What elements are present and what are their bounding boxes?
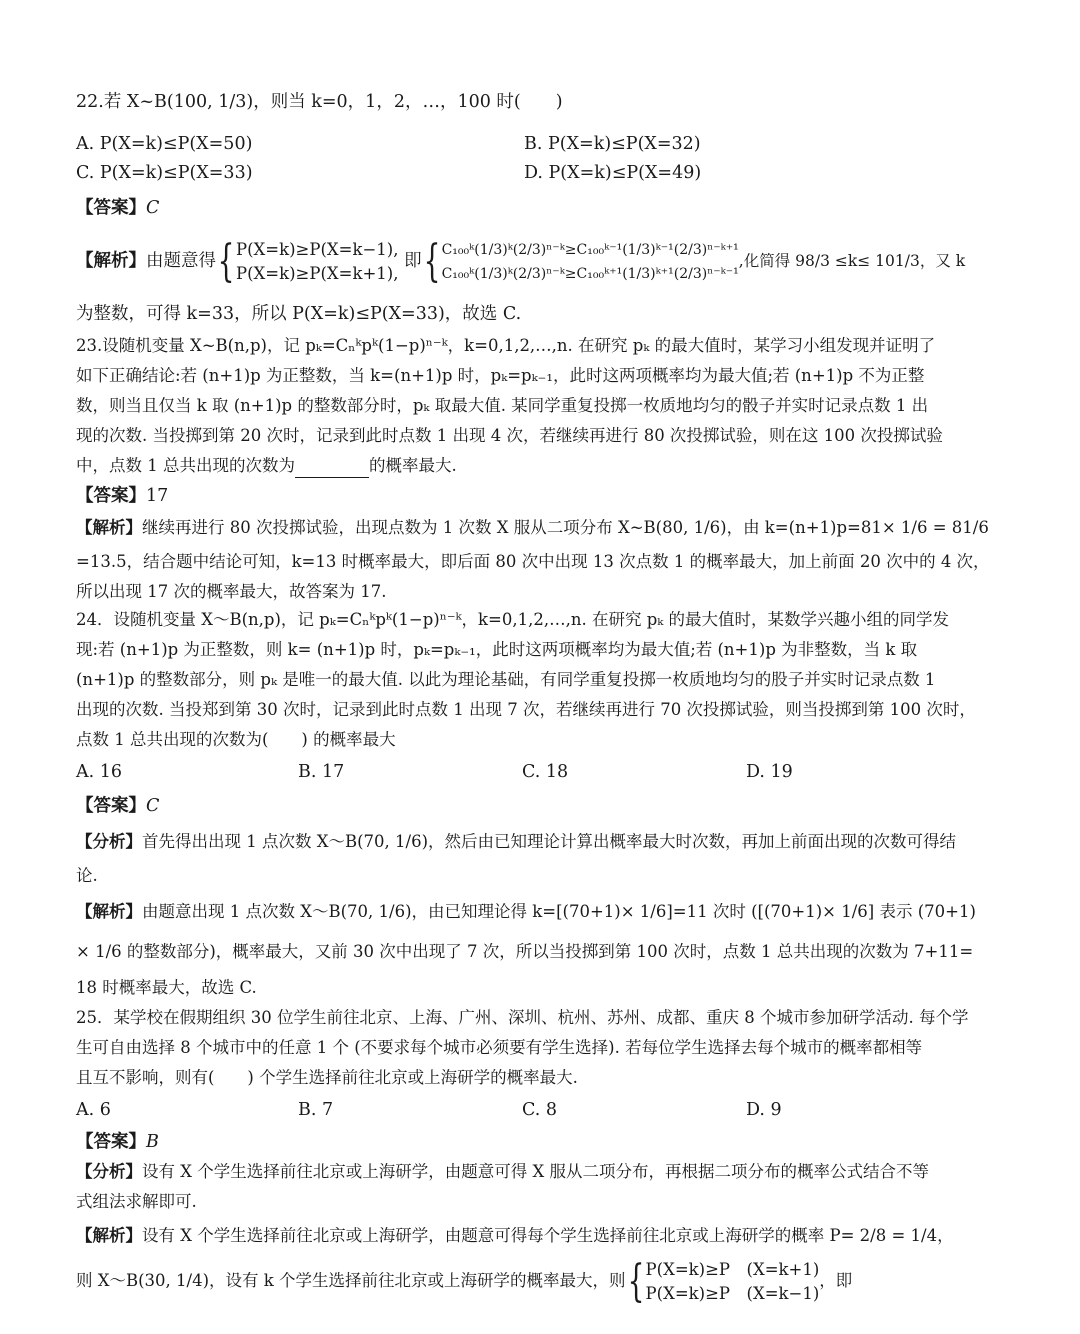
analysis-tag: 【分析】 [76,832,142,851]
q23-explanation-line-2: =13.5，结合题中结论可知，k=13 时概率最大，即后面 80 次中出现 13 次点数 1 的概率最大，加上前面 20 次中的 4 次， [76,552,990,571]
q25-option-d: D. 9 [746,1100,782,1120]
left-brace-icon: { [423,235,440,287]
q22-system-2-row-1: C₁₀₀ᵏ(1/3)ᵏ(2/3)ⁿ⁻ᵏ≥C₁₀₀ᵏ⁻¹(1/3)ᵏ⁻¹(2/3)ⁿ⁻ᵏ⁺¹ [441,241,739,258]
q24-stem-line-1: 24．设随机变量 X～B(n,p)，记 pₖ=Cₙᵏpᵏ(1−p)ⁿ⁻ᵏ，k=0,1,2,…,n. 在研究 pₖ 的最大值时，某数学兴趣小组的同学发 [76,610,950,629]
q23-stem-line-1: 23.设随机变量 X~B(n,p)，记 pₖ=Cₙᵏpᵏ(1−p)ⁿ⁻ᵏ，k=0,1,2,…,n. 在研究 pₖ 的最大值时，某学习小组发现并证明了 [76,336,936,355]
answer-tag: 【答案】 [76,486,146,506]
q24-stem-line-5: 点数 1 总共出现的次数为( ) 的概率最大 [76,730,396,749]
q22-system-2 [442,238,739,286]
analysis-tag: 【分析】 [76,1162,142,1181]
q25-option-a: A. 6 [76,1100,111,1120]
q24-option-c: C. 18 [522,762,569,782]
q25-system-row-2: P(X=k)≥P (X=k−1) [645,1283,820,1303]
q24-analysis-line-2: 论. [76,866,98,885]
q23-stem-line-3: 数，则当且仅当 k 取 (n+1)p 的整数部分时，pₖ 取最大值. 某同学重复投掷一枚质地均匀的骰子并实时记录点数 1 出 [76,396,929,415]
q24-option-b: B. 17 [298,762,345,782]
q25-system [646,1258,820,1306]
q24-analysis-text: 首先得出出现 1 点次数 X～B(70, 1/6)，然后由已知理论计算出概率最大时次数，再加上前面出现的次数可得结 [142,832,957,851]
q24-answer-value: C [146,796,160,816]
q23-explanation-line-3: 所以出现 17 次的概率最大，故答案为 17. [76,582,387,601]
answer-tag: 【答案】 [76,198,146,218]
q25-analysis-line-1 [76,1160,1040,1184]
fill-in-blank [295,459,369,478]
q22-option-b: B. P(X=k)≤P(X=32) [524,134,701,154]
answer-tag: 【答案】 [76,1132,146,1152]
q24-explain-text: 由题意出现 1 点次数 X～B(70, 1/6)，由已知理论得 k=[(70+1)× 1/6]=11 次时 ([(70+1)× 1/6] 表示 (70+1) [142,902,976,921]
q23-explain-text: 继续再进行 80 次投掷试验，出现点数为 1 次数 X 服从二项分布 X~B(80, 1/6)，由 k=(n+1)p=81× 1/6 = 81/6 [142,518,989,537]
q23-stem-line-5 [76,454,1040,478]
q25-analysis-line-2: 式组法求解即可. [76,1192,197,1211]
q24-stem-line-4: 出现的次数. 当投郑到第 30 次时，记录到此时点数 1 出现 7 次，若继续再进行 70 次投掷试验，则当投掷到第 100 次时， [76,700,976,719]
q24-explanation-line-2: × 1/6 的整数部分)，概率最大，又前 30 次中出现了 7 次，所以当投掷到第 100 次时，点数 1 总共出现的次数为 7+11= [76,942,974,961]
q24-option-a: A. 16 [76,762,123,782]
q24-explanation-line-3: 18 时概率最大，故选 C. [76,978,257,997]
q23-stem-line-2: 如下正确结论:若 (n+1)p 为正整数，当 k=(n+1)p 时，pₖ=pₖ₋₁，此时这两项概率均为最大值;若 (n+1)p 不为正整 [76,366,925,385]
q23-stem-text-a: 中，点数 1 总共出现的次数为 [76,456,295,475]
q24-answer [76,794,1040,818]
q25-stem-line-3: 且互不影响，则有( ) 个学生选择前往北京或上海研学的概率最大. [76,1068,578,1087]
answer-tag: 【答案】 [76,796,146,816]
q25-answer [76,1130,1040,1154]
explain-tag: 【解析】 [76,251,146,271]
q24-option-d: D. 19 [746,762,793,782]
q22-explain-text-b: 即 [404,251,422,271]
q22-explain-text-c: ,化简得 98/3 ≤k≤ 101/3，又 k [738,252,966,270]
q23-explanation-line-1 [76,516,1040,540]
q25-explain-text-b: ，即 [819,1271,853,1290]
q22-stem: 22.若 X~B(100, 1/3)，则当 k=0，1，2，…，100 时( ) [76,92,563,112]
q22-explanation-line-2: 为整数，可得 k=33，所以 P(X=k)≤P(X=33)，故选 C. [76,304,522,324]
q25-option-b: B. 7 [298,1100,334,1120]
explain-tag: 【解析】 [76,902,142,921]
q23-stem-text-b: 的概率最大. [369,456,457,475]
q22-option-d: D. P(X=k)≤P(X=49) [524,163,702,183]
q25-answer-value: B [146,1132,159,1152]
q25-stem-line-1: 25．某学校在假期组织 30 位学生前往北京、上海、广州、深圳、杭州、苏州、成都、重庆 8 个城市参加研学活动. 每个学 [76,1008,969,1027]
q23-answer [76,484,1040,508]
q22-answer-value: C [146,198,160,218]
q25-explain-text: 设有 X 个学生选择前往北京或上海研学，由题意可得每个学生选择前往北京或上海研学的概率 P= 2/8 = 1/4， [142,1226,954,1245]
q25-explanation-line-1 [76,1224,1040,1248]
explain-tag: 【解析】 [76,1226,142,1245]
q24-stem-line-3: (n+1)p 的整数部分，则 pₖ 是唯一的最大值. 以此为理论基础，有同学重复投掷一枚质地均匀的股子并实时记录点数 1 [76,670,936,689]
q25-option-c: C. 8 [522,1100,558,1120]
explain-tag: 【解析】 [76,518,142,537]
q22-system-1 [236,238,399,286]
q22-system-2-row-2: C₁₀₀ᵏ(1/3)ᵏ(2/3)ⁿ⁻ᵏ≥C₁₀₀ᵏ⁺¹(1/3)ᵏ⁺¹(2/3)ⁿ⁻ᵏ⁻¹ [441,265,739,282]
q25-system-row-1: P(X=k)≥P (X=k+1) [645,1259,820,1279]
q25-stem-line-2: 生可自由选择 8 个城市中的任意 1 个 (不要求每个城市必须要有学生选择). 若每位学生选择去每个城市的概率都相等 [76,1038,923,1057]
q24-stem-line-2: 现:若 (n+1)p 为正整数，则 k= (n+1)p 时，pₖ=pₖ₋₁，此时这两项概率均为最大值;若 (n+1)p 为非整数，当 k 取 [76,640,918,659]
left-brace-icon: { [217,235,235,287]
q22-option-c: C. P(X=k)≤P(X=33) [76,163,253,183]
q23-answer-value: 17 [146,486,169,506]
q22-system-1-row-2: P(X=k)≥P(X=k+1), [236,263,399,283]
q22-option-a: A. P(X=k)≤P(X=50) [76,134,253,154]
q23-stem-line-4: 现的次数. 当投掷到第 20 次时，记录到此时点数 1 出现 4 次，若继续再进行 80 次投掷试验，则在这 100 次投掷试验 [76,426,943,445]
q22-explain-text-a: 由题意得 [146,251,216,271]
q22-explanation-line-1 [76,236,1040,286]
q22-answer [76,196,1040,220]
q25-explanation-line-2 [76,1256,1040,1306]
left-brace-icon: { [627,1255,644,1307]
q22-system-1-row-1: P(X=k)≥P(X=k−1), [236,239,399,259]
q24-explanation-line-1 [76,900,1040,924]
q24-analysis-line-1 [76,830,1040,854]
q25-analysis-text: 设有 X 个学生选择前往北京或上海研学，由题意可得 X 服从二项分布，再根据二项分布的概率公式结合不等 [142,1162,929,1181]
q25-explain-text-a: 则 X～B(30, 1/4)，设有 k 个学生选择前往北京或上海研学的概率最大，则 [76,1271,626,1290]
